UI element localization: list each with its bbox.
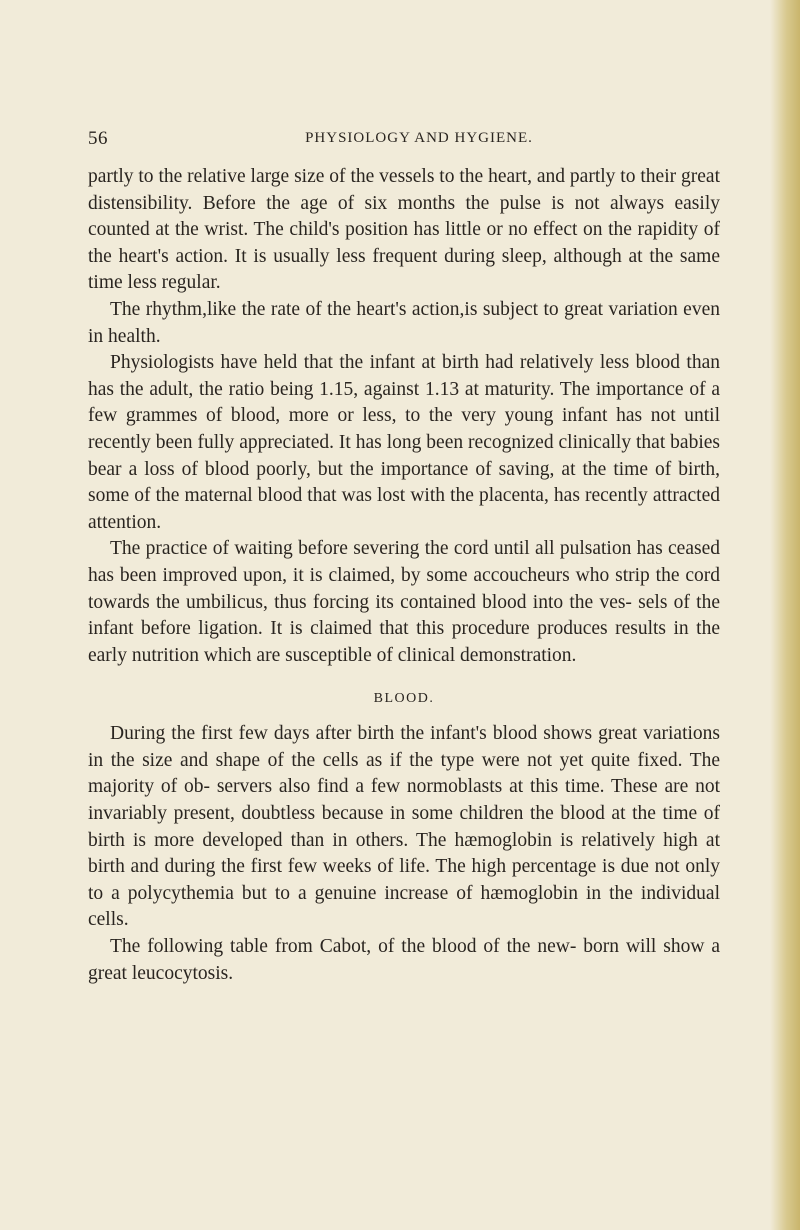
paragraph-blood-volume: Physiologists have held that the infant at birth had relatively less blood than has the adult, the ratio being 1.15, against 1.13 at maturity. The importance of a few grammes of blood, more or less, to the very young infant has not until recently been fully appreciated. It has long been recognized clinically that babies bear a loss of blood poorly, but the importance of saving, at the time of birth, some of the maternal blood that was lost with the placenta, has recently attracted attention.: [88, 352, 720, 533]
paragraph-infant-blood: During the first few days after birth the infant's blood shows great variations in the size and shape of the cells as if the type were not yet quite fixed. The majority of ob- servers also find a few normoblasts at this time. These are not invariably present, doubtless because in some children the blood at the time of birth is more developed than in others. The hæmoglobin is relatively high at birth and during the first few weeks of life. The high percentage is due not only to a polycythemia but to a genuine increase of hæmoglobin in the individual cells.: [88, 723, 720, 931]
paragraph-cord-practice: The practice of waiting before severing the cord until all pulsation has ceased has been improved upon, it is claimed, by some accoucheurs who strip the cord towards the umbilicus, thus forcing its contained blood into the ves- sels of the infant before ligation. It is claimed that this procedure produces results in the early nutrition which are susceptible of clinical demonstration.: [88, 538, 720, 666]
running-head: [88, 128, 720, 156]
page-number: 56: [88, 128, 108, 149]
book-page: [88, 128, 720, 987]
section-heading-blood: BLOOD.: [373, 691, 435, 707]
body-text: [88, 164, 720, 987]
page-edge-discoloration: [770, 0, 800, 1230]
paragraph-continuation: partly to the relative large size of the vessels to the heart, and partly to their great distensibility. Before the age of six months the pulse is not always easily counted at the wrist. The child's position has little or no effect on the rapidity of the heart's action. It is usually less frequent during sleep, although at the same time less regular.: [88, 166, 720, 294]
paragraph-rhythm: The rhythm,like the rate of the heart's action,is subject to great variation even in health.: [88, 298, 720, 347]
paragraph-cabot-table: The following table from Cabot, of the blood of the new- born will show a great leucocytosis.: [88, 936, 720, 984]
running-title: PHYSIOLOGY AND HYGIENE.: [305, 130, 533, 146]
